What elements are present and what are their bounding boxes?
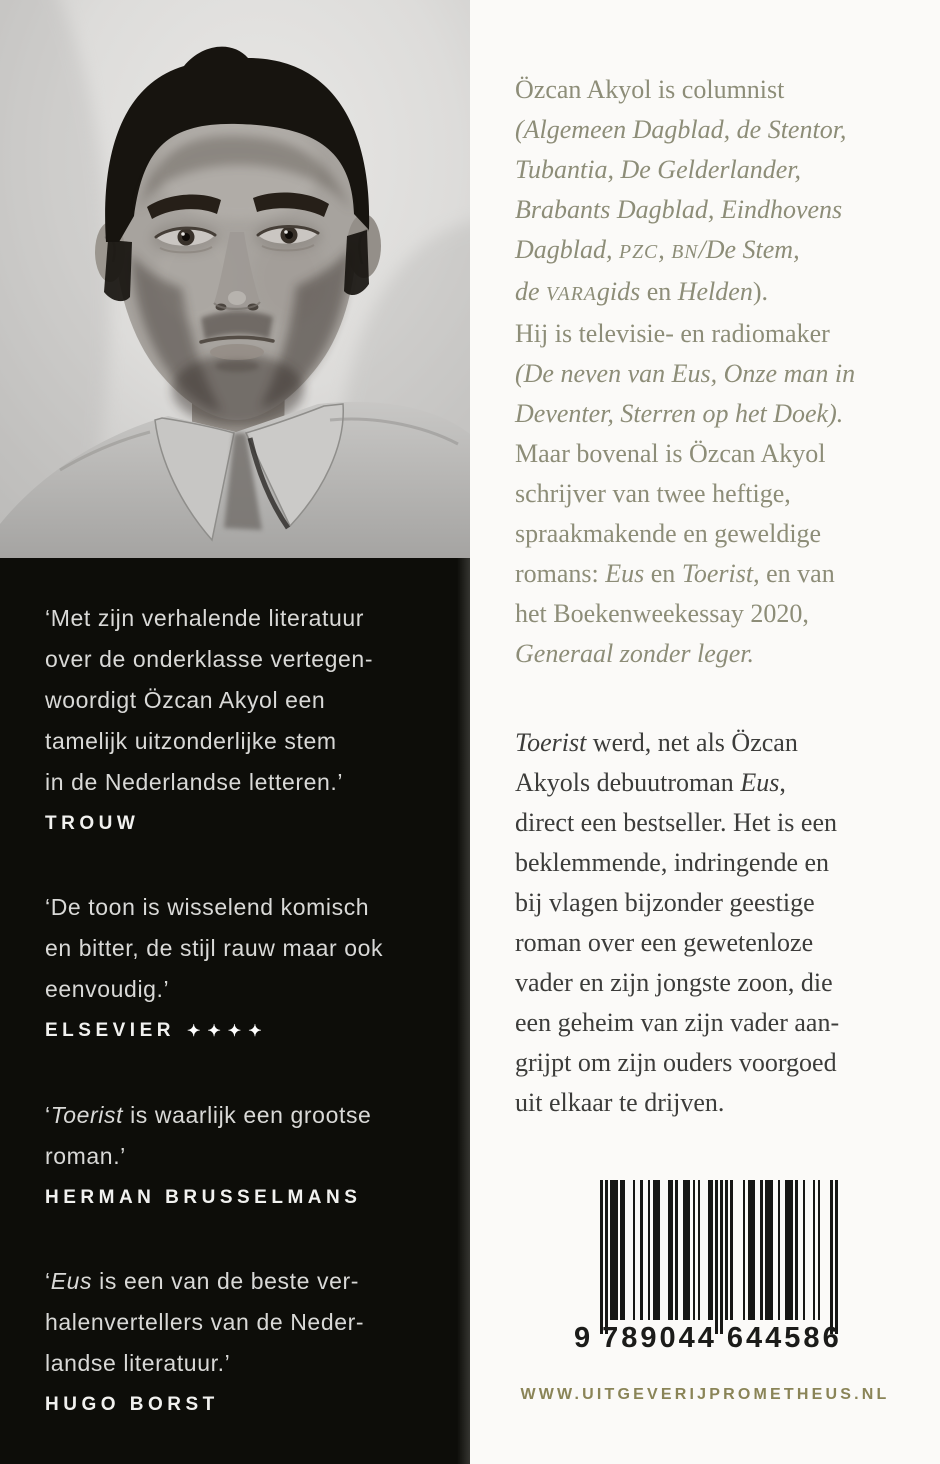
text-line <box>515 272 855 314</box>
text-segment: Maar bovenal is Özcan Akyol <box>515 439 826 468</box>
text-segment: en <box>640 277 678 306</box>
text-line <box>515 514 855 554</box>
text-segment: uit elkaar te drijven. <box>515 1088 725 1117</box>
text-segment: landse literatuur.’ <box>45 1350 231 1376</box>
text-line <box>515 923 839 963</box>
quote-source <box>45 1392 460 1418</box>
text-line <box>515 230 855 272</box>
text-segment: Hij is televisie- en radiomaker <box>515 319 830 348</box>
text-segment: , en van <box>753 559 835 588</box>
text-segment: Toerist <box>515 728 587 757</box>
press-quote <box>45 1095 460 1211</box>
quote-source <box>45 1185 460 1211</box>
text-segment: Eus <box>740 768 780 797</box>
text-segment: (De neven van Eus, Onze man in <box>515 359 856 388</box>
text-segment: /De Stem, <box>698 235 800 264</box>
text-segment: Akyols debuutroman <box>515 768 741 797</box>
text-segment: spraakmakende en geweldige <box>515 519 822 548</box>
text-segment: BN <box>671 241 699 263</box>
text-line <box>515 723 839 763</box>
text-segment: gids <box>596 277 641 306</box>
text-segment: Deventer, Sterren op het Doek). <box>515 399 844 428</box>
press-quote <box>45 887 460 1045</box>
text-segment: vader en zijn jongste zoon, die <box>515 968 833 997</box>
text-segment: Tubantia, De Gelderlander, <box>515 155 801 184</box>
quote-line <box>45 887 460 928</box>
text-segment: ‘De toon is wisselend komisch <box>45 894 370 920</box>
text-segment: de <box>515 277 547 306</box>
text-segment: over de onderklasse vertegen- <box>45 646 374 672</box>
portrait-illustration <box>0 0 470 558</box>
text-segment: ‘ <box>45 1268 51 1294</box>
barcode-number <box>574 1320 840 1356</box>
text-segment: direct een bestseller. Het is een <box>515 808 837 837</box>
quote-source-name: TROUW <box>45 813 140 834</box>
text-segment: het Boekenweekessay 2020, <box>515 599 809 628</box>
text-line <box>515 1043 839 1083</box>
text-line <box>515 1083 839 1123</box>
text-segment: , <box>658 235 672 264</box>
text-line <box>515 554 855 594</box>
author-portrait-photo <box>0 0 470 558</box>
text-segment: VARA <box>546 283 597 305</box>
quote-line <box>45 1136 460 1177</box>
text-segment: grijpt om zijn ouders voorgoed <box>515 1048 837 1077</box>
quote-line <box>45 1302 460 1343</box>
text-segment: PZC <box>619 241 659 263</box>
text-segment: ‘ <box>45 1102 51 1128</box>
quote-line <box>45 969 460 1010</box>
text-line <box>515 883 839 923</box>
quote-line <box>45 721 460 762</box>
text-segment: Generaal zonder leger. <box>515 639 755 668</box>
barcode-bars <box>600 1180 840 1334</box>
text-segment: een geheim van zijn vader aan- <box>515 1008 840 1037</box>
quote-line <box>45 928 460 969</box>
text-segment: Toerist <box>681 559 754 588</box>
text-line <box>515 190 855 230</box>
press-quote <box>45 1261 460 1418</box>
press-quotes-panel <box>0 558 470 1464</box>
quote-line <box>45 680 460 721</box>
press-quote <box>45 598 460 837</box>
text-segment: roman.’ <box>45 1143 126 1169</box>
text-segment: woordigt Özcan Akyol een <box>45 687 326 713</box>
quote-source-name: ELSEVIER <box>45 1020 175 1041</box>
text-segment: in de Nederlandse letteren.’ <box>45 769 344 795</box>
text-line <box>515 354 855 394</box>
quote-line <box>45 762 460 803</box>
text-line <box>515 110 855 150</box>
text-segment: halenvertellers van de Neder- <box>45 1309 365 1335</box>
text-line <box>515 1003 839 1043</box>
text-line <box>515 594 855 634</box>
text-line <box>515 314 855 354</box>
text-segment: (Algemeen Dagblad, de Stentor, <box>515 115 847 144</box>
text-segment: romans: <box>515 559 606 588</box>
text-line <box>515 763 839 803</box>
quote-line <box>45 639 460 680</box>
text-segment: roman over een gewetenloze <box>515 928 814 957</box>
text-line <box>515 394 855 434</box>
book-description-paragraph <box>515 723 839 1123</box>
text-segment: werd, net als Özcan <box>586 728 798 757</box>
quote-line <box>45 1343 460 1384</box>
text-segment: bij vlagen bijzonder geestige <box>515 888 815 917</box>
press-quotes-list <box>45 598 460 1418</box>
author-bio-paragraph <box>515 70 855 674</box>
text-segment: schrijver van twee heftige, <box>515 479 791 508</box>
text-segment: is een van de beste ver- <box>92 1268 360 1294</box>
quote-line <box>45 1095 460 1136</box>
text-line <box>515 150 855 190</box>
barcode-group-2: 644586 <box>726 1322 842 1354</box>
text-segment: en <box>644 559 682 588</box>
quote-source <box>45 811 460 837</box>
text-segment: tamelijk uitzonderlijke stem <box>45 728 337 754</box>
text-segment: Toerist <box>50 1102 124 1128</box>
text-segment: Eus <box>50 1268 93 1294</box>
text-segment: beklemmende, indringende en <box>515 848 830 877</box>
quote-source <box>45 1018 460 1045</box>
publisher-website-url: WWW.UITGEVERIJPROMETHEUS.NL <box>520 1386 890 1403</box>
text-line <box>515 963 839 1003</box>
text-segment: Brabants Dagblad, Eindhovens <box>515 195 843 224</box>
text-segment: is waarlijk een grootse <box>123 1102 372 1128</box>
barcode-bar <box>835 1180 838 1334</box>
barcode <box>574 1180 842 1356</box>
text-line <box>515 434 855 474</box>
right-column <box>470 0 940 1464</box>
quote-line <box>45 1261 460 1302</box>
quote-source-name: HUGO BORST <box>45 1394 219 1415</box>
text-segment: Helden <box>677 277 753 306</box>
barcode-digit-first: 9 <box>574 1322 591 1354</box>
quote-source-name: HERMAN BRUSSELMANS <box>45 1187 362 1208</box>
text-line <box>515 843 839 883</box>
text-segment: Özcan Akyol is columnist <box>515 75 785 104</box>
text-line <box>515 634 855 674</box>
text-segment: en bitter, de stijl rauw maar ook <box>45 935 384 961</box>
text-line <box>515 803 839 843</box>
rating-stars: ✦✦✦✦ <box>186 1023 269 1040</box>
quote-line <box>45 598 460 639</box>
text-segment: , <box>779 768 786 797</box>
text-line <box>515 474 855 514</box>
text-segment: ‘Met zijn verhalende literatuur <box>45 605 365 631</box>
text-segment: Eus <box>605 559 645 588</box>
text-segment: ). <box>752 277 768 306</box>
text-segment: eenvoudig.’ <box>45 976 170 1002</box>
text-segment: Dagblad, <box>515 235 619 264</box>
text-line <box>515 70 855 110</box>
barcode-group-1: 789044 <box>602 1322 717 1354</box>
